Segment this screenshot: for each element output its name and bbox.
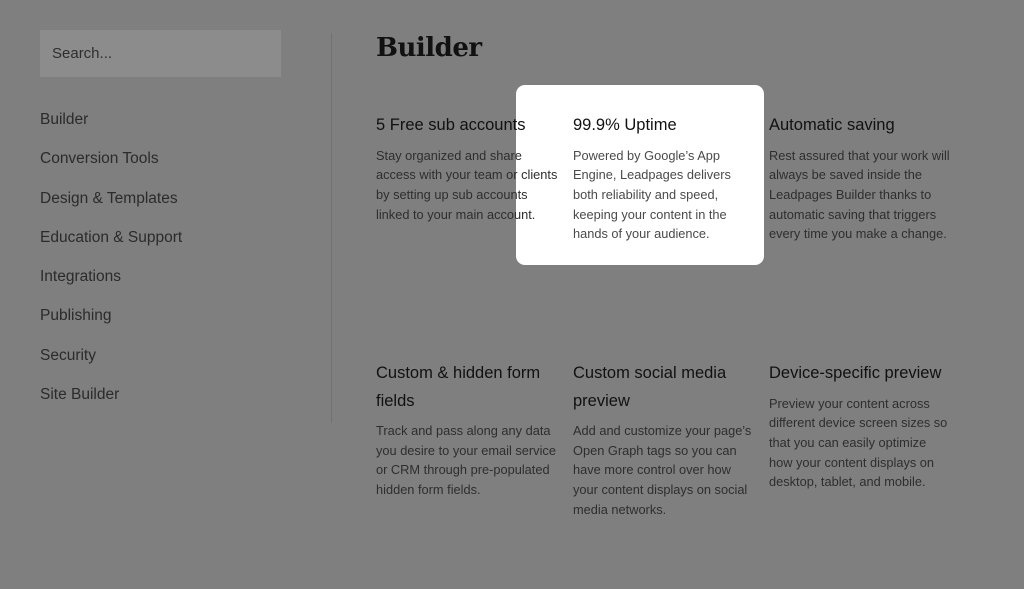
feature-title: 5 Free sub accounts bbox=[376, 116, 526, 134]
sidebar-item-builder[interactable]: Builder bbox=[40, 111, 89, 128]
feature-automatic-saving bbox=[769, 112, 951, 244]
sidebar-item-security[interactable]: Security bbox=[40, 346, 96, 364]
page-title: Builder bbox=[376, 33, 482, 63]
feature-title: Device-specific preview bbox=[769, 364, 942, 382]
feature-title: Automatic saving bbox=[769, 116, 895, 134]
feature-social-preview bbox=[573, 360, 755, 520]
sidebar-item-publishing[interactable]: Publishing bbox=[40, 307, 112, 325]
feature-description: Rest assured that your work will always be saved inside the Leadpages Builder thanks to automatic saving that triggers every time you make a change. bbox=[769, 147, 950, 242]
sidebar-divider bbox=[331, 33, 332, 423]
feature-description: Stay organized and share access with your team or clients by setting up sub accounts linked to your main account. bbox=[376, 147, 558, 222]
feature-description: Powered by Google’s App Engine, Leadpages delivers both reliability and speed, keeping your content in the hands of your audience. bbox=[573, 147, 731, 242]
feature-device-preview bbox=[769, 360, 951, 492]
feature-title: Custom & hidden form fields bbox=[376, 364, 541, 410]
sidebar-item-integrations[interactable]: Integrations bbox=[40, 268, 121, 286]
feature-title: Custom social media preview bbox=[573, 364, 727, 410]
feature-title: 99.9% Uptime bbox=[573, 116, 677, 134]
feature-description: Add and customize your page’s Open Graph tags so you can have more control over how your content displays on social media networks. bbox=[573, 423, 752, 517]
feature-uptime bbox=[573, 112, 755, 244]
sidebar-item-design-templates[interactable]: Design & Templates bbox=[40, 189, 178, 207]
sidebar-item-site-builder[interactable]: Site Builder bbox=[40, 386, 120, 404]
feature-description: Preview your content across different device screen sizes so that you can easily optimize how your content displays on desktop, tablet, and mobile. bbox=[769, 395, 948, 490]
sidebar-nav bbox=[40, 110, 182, 424]
sidebar-item-education-support[interactable]: Education & Support bbox=[40, 228, 183, 246]
feature-description: Track and pass along any data you desire to your email service or CRM through pre-populated hidden form fields. bbox=[376, 423, 556, 498]
search-input[interactable] bbox=[40, 30, 281, 77]
feature-sub-accounts bbox=[376, 112, 558, 224]
sidebar-item-conversion-tools[interactable]: Conversion Tools bbox=[40, 150, 159, 168]
feature-hidden-form-fields bbox=[376, 360, 558, 500]
